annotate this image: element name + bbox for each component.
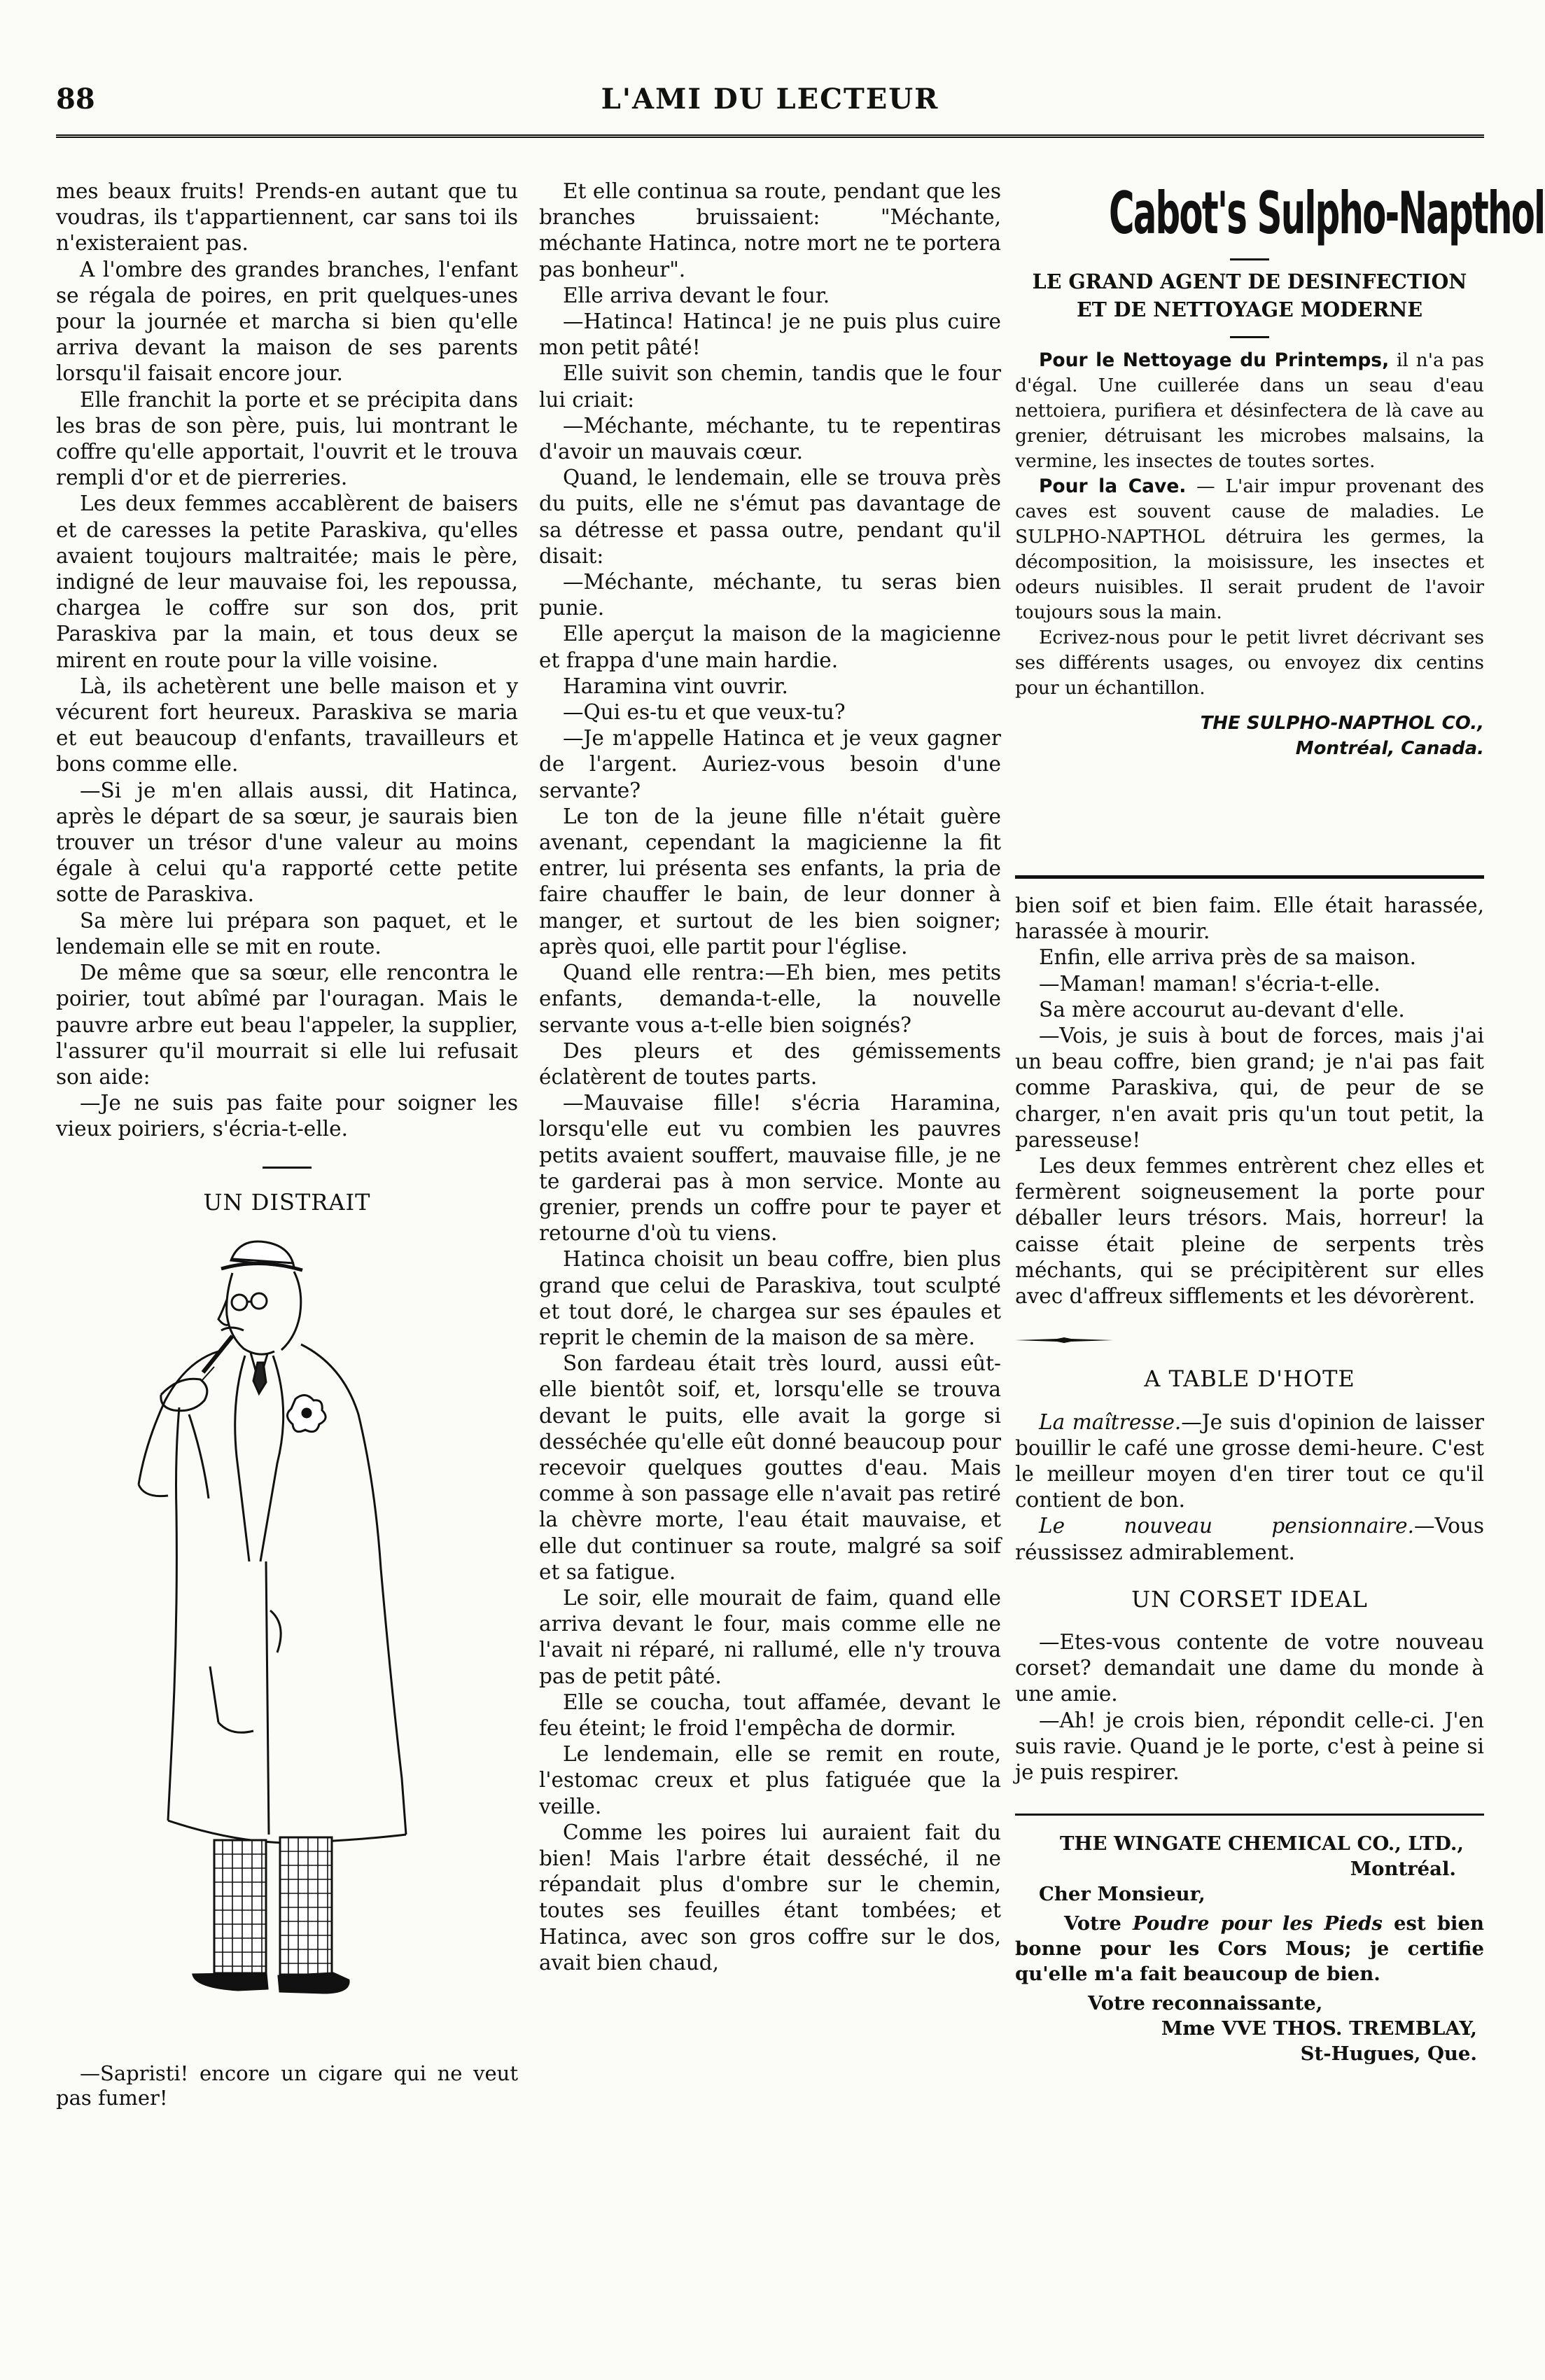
- speaker: Le nouveau pensionnaire.: [1039, 1514, 1414, 1538]
- testimonial-body: [1015, 1911, 1484, 1986]
- ornamental-divider: [1015, 1337, 1113, 1343]
- advertisement-sulpho-napthol: [1015, 179, 1545, 875]
- paragraph: Elle arriva devant le four.: [563, 283, 830, 307]
- ad-text: il n'a pas d'égal. Une cuillerée dans un seau d'eau nettoiera, purifiera et désinfectera de là cave au grenier, détruisant les microbes malsains, la vermine, les insectes de toutes sortes.: [1015, 349, 1484, 472]
- column-1: [56, 179, 518, 2110]
- paragraph: Elle franchit la porte et se précipita dans les bras de son père, puis, lui montrant le coffre qu'elle apportait, l'ouvrit et le trouva rempli d'or et de pierreries.: [56, 387, 518, 490]
- paragraph: —Mauvaise fille! s'écria Haramina, lorsqu'elle eut vu combien les pauvres petits avaient souffert, mauvaise fille, je ne te garderai pas à mon service. Monte au grenier, prends un coffre pour te payer et retourne d'où tu viens.: [539, 1091, 1001, 1246]
- paragraph: Les deux femmes accablèrent de baisers et de caresses la petite Paraskiva, qu'elles avaient toujours maltraitée; mais le père, indigné de leur mauvaise foi, les repoussa, chargea le coffre sur son dos, prit Paraskiva par la main, et tous deux se mirent en route pour la ville voisine.: [56, 492, 518, 672]
- section-divider: [263, 1167, 312, 1169]
- paragraph: Elle aperçut la maison de la magicienne et frappa d'une main hardie.: [539, 622, 1001, 672]
- paragraph: Le lendemain, elle se remit en route, l'estomac creux et plus fatiguée que la veille.: [539, 1742, 1001, 1818]
- testimonial-greeting: Cher Monsieur,: [1039, 1883, 1205, 1906]
- ad-lead: Pour le Nettoyage du Printemps,: [1039, 349, 1390, 371]
- ad-divider: [1230, 258, 1269, 260]
- paragraph: Son fardeau était très lourd, aussi eût-elle bientôt soif, et, lorsqu'elle se trouva devant le puits, elle avait la gorge si desséchée qu'elle eût donné beaucoup pour recevoir quelques gouttes d'eau. Mais comme à son passage elle n'avait pas retiré la chèvre morte, l'eau était mauvaise, et elle dut continuer sa route, malgré sa soif et sa fatigue.: [539, 1351, 1001, 1584]
- section-title-corset: UN CORSET IDEAL: [1131, 1585, 1368, 1613]
- paragraph: —Si je m'en allais aussi, dit Hatinca, après le départ de sa sœur, je saurais bien trouver un trésor d'une valeur au moins égale à celui qu'a rapporté cette petite sotte de Paraskiva.: [56, 778, 518, 907]
- dialogue: —Je suis d'opinion de laisser bouillir le café une grosse demi-heure. C'est le meilleur moyen d'en tirer tout ce qu'il contient de bon.: [1015, 1410, 1484, 1512]
- paragraph: Elle suivit son chemin, tandis que le four lui criait:: [539, 361, 1001, 412]
- testimonial-place: St-Hugues, Que.: [1300, 2043, 1477, 2066]
- ad-bottom-rule: [1015, 875, 1484, 879]
- paragraph: —Ah! je crois bien, répondit celle-ci. J'en suis ravie. Quand je le porte, c'est à peine si je puis respirer.: [1015, 1708, 1484, 1785]
- running-title: L'AMI DU LECTEUR: [601, 83, 939, 116]
- paragraph: Sa mère lui prépara son paquet, et le lendemain elle se mit en route.: [56, 908, 518, 959]
- column-3: [1015, 893, 1484, 2066]
- ad-company: THE SULPHO-NAPTHOL CO.,: [1200, 713, 1484, 734]
- page-header: [56, 83, 1484, 125]
- cartoon-illustration: [56, 1232, 518, 2055]
- ad-subtitle: LE GRAND AGENT DE DESINFECTION ET DE NETTOYAGE MODERNE: [1032, 270, 1467, 321]
- paragraph: Le ton de la jeune fille n'était guère avenant, cependant la magicienne la fit entrer, lui présenta ses enfants, la pria de faire chauffer le bain, de leur donner à manger, et surtout de les bien soigner; après quoi, elle partit pour l'église.: [539, 804, 1001, 959]
- ad-divider: [1230, 336, 1269, 338]
- illustration-caption: —Sapristi! encore un cigare qui ne veut pas fumer!: [56, 2061, 518, 2110]
- ad-paragraph: Ecrivez-nous pour le petit livret décrivant ses ses différents usages, ou envoyez dix centins pour un échantillon.: [1015, 627, 1484, 699]
- ad-lead: Pour la Cave.: [1039, 475, 1187, 497]
- paragraph: Quand, le lendemain, elle se trouva près du puits, elle ne s'émut pas davantage de sa détresse et passa outre, pendant qu'il disait:: [539, 466, 1001, 568]
- paragraph: Haramina vint ouvrir.: [563, 674, 788, 698]
- paragraph: Sa mère accourut au-devant d'elle.: [1039, 997, 1405, 1022]
- testimonial-name: Mme VVE THOS. TREMBLAY,: [1161, 2017, 1477, 2040]
- testimonial-closing: Votre reconnaissante,: [1088, 1992, 1323, 2015]
- testimonial-city: Montréal.: [1350, 1858, 1456, 1881]
- paragraph: [1015, 1513, 1484, 1565]
- paragraph: —Qui es-tu et que veux-tu?: [563, 700, 846, 725]
- paragraph: Elle se coucha, tout affamée, devant le feu éteint; le froid l'empêcha de dormir.: [539, 1690, 1001, 1740]
- paragraph: Là, ils achetèrent une belle maison et y vécurent fort heureux. Paraskiva se maria et eut beaucoup d'enfants, travailleurs et bons comme elle.: [56, 674, 518, 777]
- paragraph: Comme les poires lui auraient fait du bien! Mais l'arbre était desséché, il ne répandait plus d'ombre sur le chemin, toutes ses feuilles étant tombées; et Hatinca, avec son gros coffre sur le dos, avait bien chaud,: [539, 1820, 1001, 1975]
- paragraph: Les deux femmes entrèrent chez elles et fermèrent soigneusement la porte pour déballer leurs trésors. Mais, horreur! la caisse était pleine de serpents très méchants, qui se précipitèrent sur elles avec d'affreux sifflements et les dévorèrent.: [1015, 1154, 1484, 1309]
- product-name: Poudre pour les Pieds: [1133, 1912, 1383, 1935]
- page-number: 88: [56, 83, 95, 116]
- paragraph: Enfin, elle arriva près de sa maison.: [1039, 945, 1417, 970]
- section-title-table-dhote: A TABLE D'HOTE: [1144, 1365, 1355, 1393]
- paragraph: —Méchante, méchante, tu seras bien punie.: [539, 570, 1001, 620]
- paragraph: Le soir, elle mourait de faim, quand elle arriva devant le four, mais comme elle ne l'avait ni réparé, ni rallumé, elle n'y trouva pas de petit pâté.: [539, 1585, 1001, 1688]
- ad-paragraph: [1015, 348, 1484, 474]
- paragraph: —Je ne suis pas faite pour soigner les vieux poiriers, s'écria-t-elle.: [56, 1091, 518, 1141]
- paragraph: [1015, 1410, 1484, 1514]
- column-2: [539, 179, 1001, 1976]
- paragraph: Hatinca choisit un beau coffre, bien plus grand que celui de Paraskiva, tout sculpté et tout doré, le chargea sur ses épaules et reprit le chemin de la maison de sa mère.: [539, 1247, 1001, 1349]
- ad-title: Cabot's Sulpho-Napthol: [1109, 179, 1545, 247]
- paragraph: Quand elle rentra:—Eh bien, mes petits enfants, demanda-t-elle, la nouvelle servante vous a-t-elle bien soignés?: [539, 961, 1001, 1037]
- paragraph: —Je m'appelle Hatinca et je veux gagner de l'argent. Auriez-vous besoin d'une servante?: [539, 726, 1001, 802]
- testimonial-company: THE WINGATE CHEMICAL CO., LTD.,: [1060, 1832, 1464, 1856]
- testimonial: [1015, 1831, 1484, 2066]
- paragraph: De même que sa sœur, elle rencontra le poirier, tout abîmé par l'ouragan. Mais le pauvre arbre eut beau l'appeler, la supplier, l'assurer qu'il mourrait si elle lui refusait son aide:: [56, 961, 518, 1089]
- paragraph: —Etes-vous contente de votre nouveau corset? demandait une dame du monde à une amie.: [1015, 1630, 1484, 1706]
- paragraph: A l'ombre des grandes branches, l'enfant se régala de poires, en prit quelques-unes pour la journée et marcha si bien qu'elle arriva devant la maison de ses parents lorsqu'il faisait encore jour.: [56, 257, 518, 386]
- section-title-un-distrait: UN DISTRAIT: [203, 1188, 371, 1216]
- paragraph: Et elle continua sa route, pendant que les branches bruissaient: "Méchante, méchante Hatinca, notre mort ne te portera pas bonheur".: [539, 179, 1001, 281]
- paragraph: —Maman! maman! s'écria-t-elle.: [1039, 971, 1380, 996]
- speaker: La maîtresse.: [1039, 1410, 1182, 1434]
- paragraph: Des pleurs et des gémissements éclatèrent de toutes parts.: [539, 1038, 1001, 1089]
- paragraph: —Hatinca! Hatinca! je ne puis plus cuire mon petit pâté!: [539, 309, 1001, 360]
- paragraph: mes beaux fruits! Prends-en autant que tu voudras, ils t'appartiennent, car sans toi ils n'existeraient pas.: [56, 179, 518, 256]
- paragraph: —Méchante, méchante, tu te repentiras d'avoir un mauvais cœur.: [539, 413, 1001, 464]
- paragraph: bien soif et bien faim. Elle était harassée, harassée à mourir.: [1015, 893, 1484, 944]
- ad-paragraph: [1015, 474, 1484, 625]
- header-rule: [56, 134, 1484, 138]
- testimonial-text: Votre: [1064, 1912, 1133, 1935]
- testimonial-text: est bien bonne pour les Cors Mous; je certifie qu'elle m'a fait beaucoup de bien.: [1015, 1912, 1484, 1986]
- ad-city: Montréal, Canada.: [1295, 738, 1484, 759]
- dialogue: —Vous réussissez admirablement.: [1015, 1514, 1484, 1564]
- ad-text: — L'air impur provenant des caves est souvent cause de maladies. Le SULPHO-NAPTHOL détruira les germes, la décomposition, la moisissure, les insectes et odeurs nuisibles. Il serait prudent de l'avoir toujours sous la main.: [1015, 475, 1485, 623]
- section-rule: [1015, 1814, 1484, 1816]
- paragraph: —Vois, je suis à bout de forces, mais j'ai un beau coffre, bien grand; je n'ai pas fait comme Paraskiva, qui, de peur de se charger, n'en avait pris qu'un tout petit, la paresseuse!: [1015, 1024, 1484, 1152]
